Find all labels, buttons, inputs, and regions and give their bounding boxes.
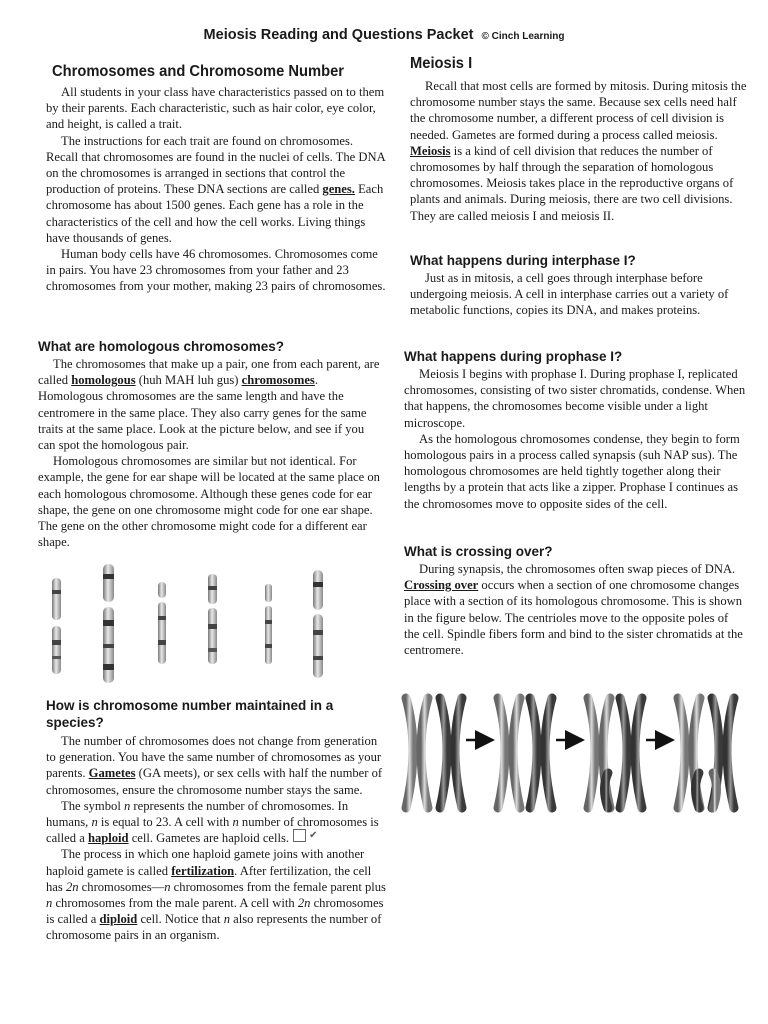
heading-chromosome-number: Chromosomes and Chromosome Number <box>52 63 344 80</box>
term-chromosomes: chromosomes <box>241 373 315 388</box>
heading-crossing-over: What is crossing over? <box>404 544 553 559</box>
chromosome-pair <box>588 698 642 808</box>
paragraph: Just as in mitosis, a cell goes through interphase before undergoing meiosis. A cell in interphase carries out a variety of metabolic functions, copies its DNA, and makes proteins. <box>410 271 729 318</box>
homologous-section <box>38 338 382 550</box>
paragraph: Meiosis I begins with prophase I. During prophase I, replicated chromosomes, consisting of two sister chromatids, condense. When that happens, the chromosomes become visible under a light microscope. <box>404 367 746 430</box>
crossing-over-figure <box>398 688 748 818</box>
term-fertilization: fertilization <box>171 863 235 878</box>
term-diploid: diploid <box>99 912 138 927</box>
paragraph: The number of chromosomes does not change from generation to generation. You have the same number of chromosomes as your parents. Gametes (GA meets), or sex cells with half the number of chromosomes, ensure the chromosome number stays the same. <box>46 734 383 797</box>
left-column <box>46 62 388 295</box>
chromosomes-figure <box>30 560 380 685</box>
paragraph: The instructions for each trait are found on chromosomes. Recall that chromosomes are found in the nuclei of cells. The DNA on the chromosomes is arranged in sections that control the production of proteins. These DNA sections are called genes. Each chromosome has about 1500 genes. Each gene has a role in the characteristics of the cell and how the cell works. Living things have thousands of genes. <box>46 133 386 245</box>
chromosome <box>52 578 61 674</box>
chromosome <box>265 584 272 664</box>
heading-meiosis-1: Meiosis I <box>410 55 473 72</box>
term-meiosis: Meiosis <box>410 143 451 158</box>
right-column <box>410 54 752 224</box>
heading-homologous: What are homologous chromosomes? <box>38 339 285 354</box>
term-haploid: haploid <box>87 831 129 846</box>
term-genes: genes. <box>322 182 355 197</box>
copyright-text: © Cinch Learning <box>481 31 565 42</box>
paragraph: Homologous chromosomes are similar but not identical. For example, the gene for ear shape will be located at the same place on each homologous chromosome. Although these genes code for ear shape, the gene on one chromosome might code for one ear shape. The gene on the other chromosome might code for a different ear shape. <box>38 454 380 550</box>
heading-prophase: What happens during prophase I? <box>404 349 623 364</box>
paragraph: Recall that most cells are formed by mitosis. During mitosis the chromosome number stays the same. Because sex cells need half the chromosome number, a different process of cell division is needed. Gametes are formed during a process called meiosis. Meiosis is a kind of cell division that reduces the number of chromosomes by half through the separation of homologous chromosomes. Meiosis takes place in the reproductive organs of plants and animals. During meiosis, there are two cell divisions. They are called meiosis I and meiosis II. <box>410 79 747 223</box>
term-crossing-over: Crossing over <box>404 578 479 593</box>
chromosome-pair <box>406 698 462 808</box>
paragraph: The process in which one haploid gamete joins with another haploid gamete is called fertilization. After fertilization, the cell has 2n chromosomes—n chromosomes from the female parent plus n chromosomes from the male parent. A cell with 2n chromosomes is called a diploid cell. Notice that n also represents the number of chromosome pairs in an organism. <box>46 847 386 943</box>
paragraph: The symbol n represents the number of chromosomes. In humans, n is equal to 23. A cell with n number of chromosomes is called a haploid cell. Gametes are haploid cells. ✔ <box>46 798 379 846</box>
chromosome <box>208 574 217 664</box>
crossing-over-section <box>404 543 746 658</box>
chromosome-number-section <box>46 697 386 944</box>
paragraph: Human body cells have 46 chromosomes. Chromosomes come in pairs. You have 23 chromosomes from your father and 23 chromosomes from your mother, making 23 pairs of chromosomes. <box>46 247 386 294</box>
chromosome <box>313 570 323 678</box>
interphase-section <box>410 252 752 319</box>
term-gametes: Gametes <box>88 766 136 781</box>
chromosome-pair <box>678 698 734 808</box>
chromosome <box>158 582 166 664</box>
term-homologous: homologous <box>71 373 136 388</box>
title-text: Meiosis Reading and Questions Packet <box>203 27 474 43</box>
paragraph: All students in your class have characteristics passed on to them by their parents. Each characteristic, such as hair color, eye color, and height, is called a trait. <box>46 85 385 132</box>
paragraph: As the homologous chromosomes condense, they begin to form homologous pairs in a process called synapsis (suh NAP sus). The homologous chromosomes are held tightly together along their lengths by a protein that acts like a zipper. Prophase I continues as the chromosomes move to opposite sides of the cell. <box>404 431 740 511</box>
chromosome <box>103 564 114 683</box>
page-title <box>0 27 768 43</box>
paragraph: During synapsis, the chromosomes often swap pieces of DNA. Crossing over occurs when a section of one chromosome changes place with a section of its homologous chromosome. This is shown in the figure below. The centrioles move to the opposite poles of the cell. Spindle fibers form and bind to the sister chromatids at the centromere. <box>404 562 743 658</box>
chromosome-pair <box>498 698 552 808</box>
paragraph: The chromosomes that make up a pair, one from each parent, are called homologous (huh MAH luh gus) chromosomes. Homologous chromosomes are the same length and have the centromere in the same place. They also carry genes for the same traits at the same place. Look at the picture below, and see if you can spot the homologous pair. <box>38 357 380 453</box>
prophase-section <box>404 348 746 512</box>
heading-chromosome-number-maintained: How is chromosome number maintained in a species? <box>46 698 334 730</box>
heading-interphase: What happens during interphase I? <box>410 253 636 268</box>
checkbox-icon: ✔ <box>293 829 306 842</box>
